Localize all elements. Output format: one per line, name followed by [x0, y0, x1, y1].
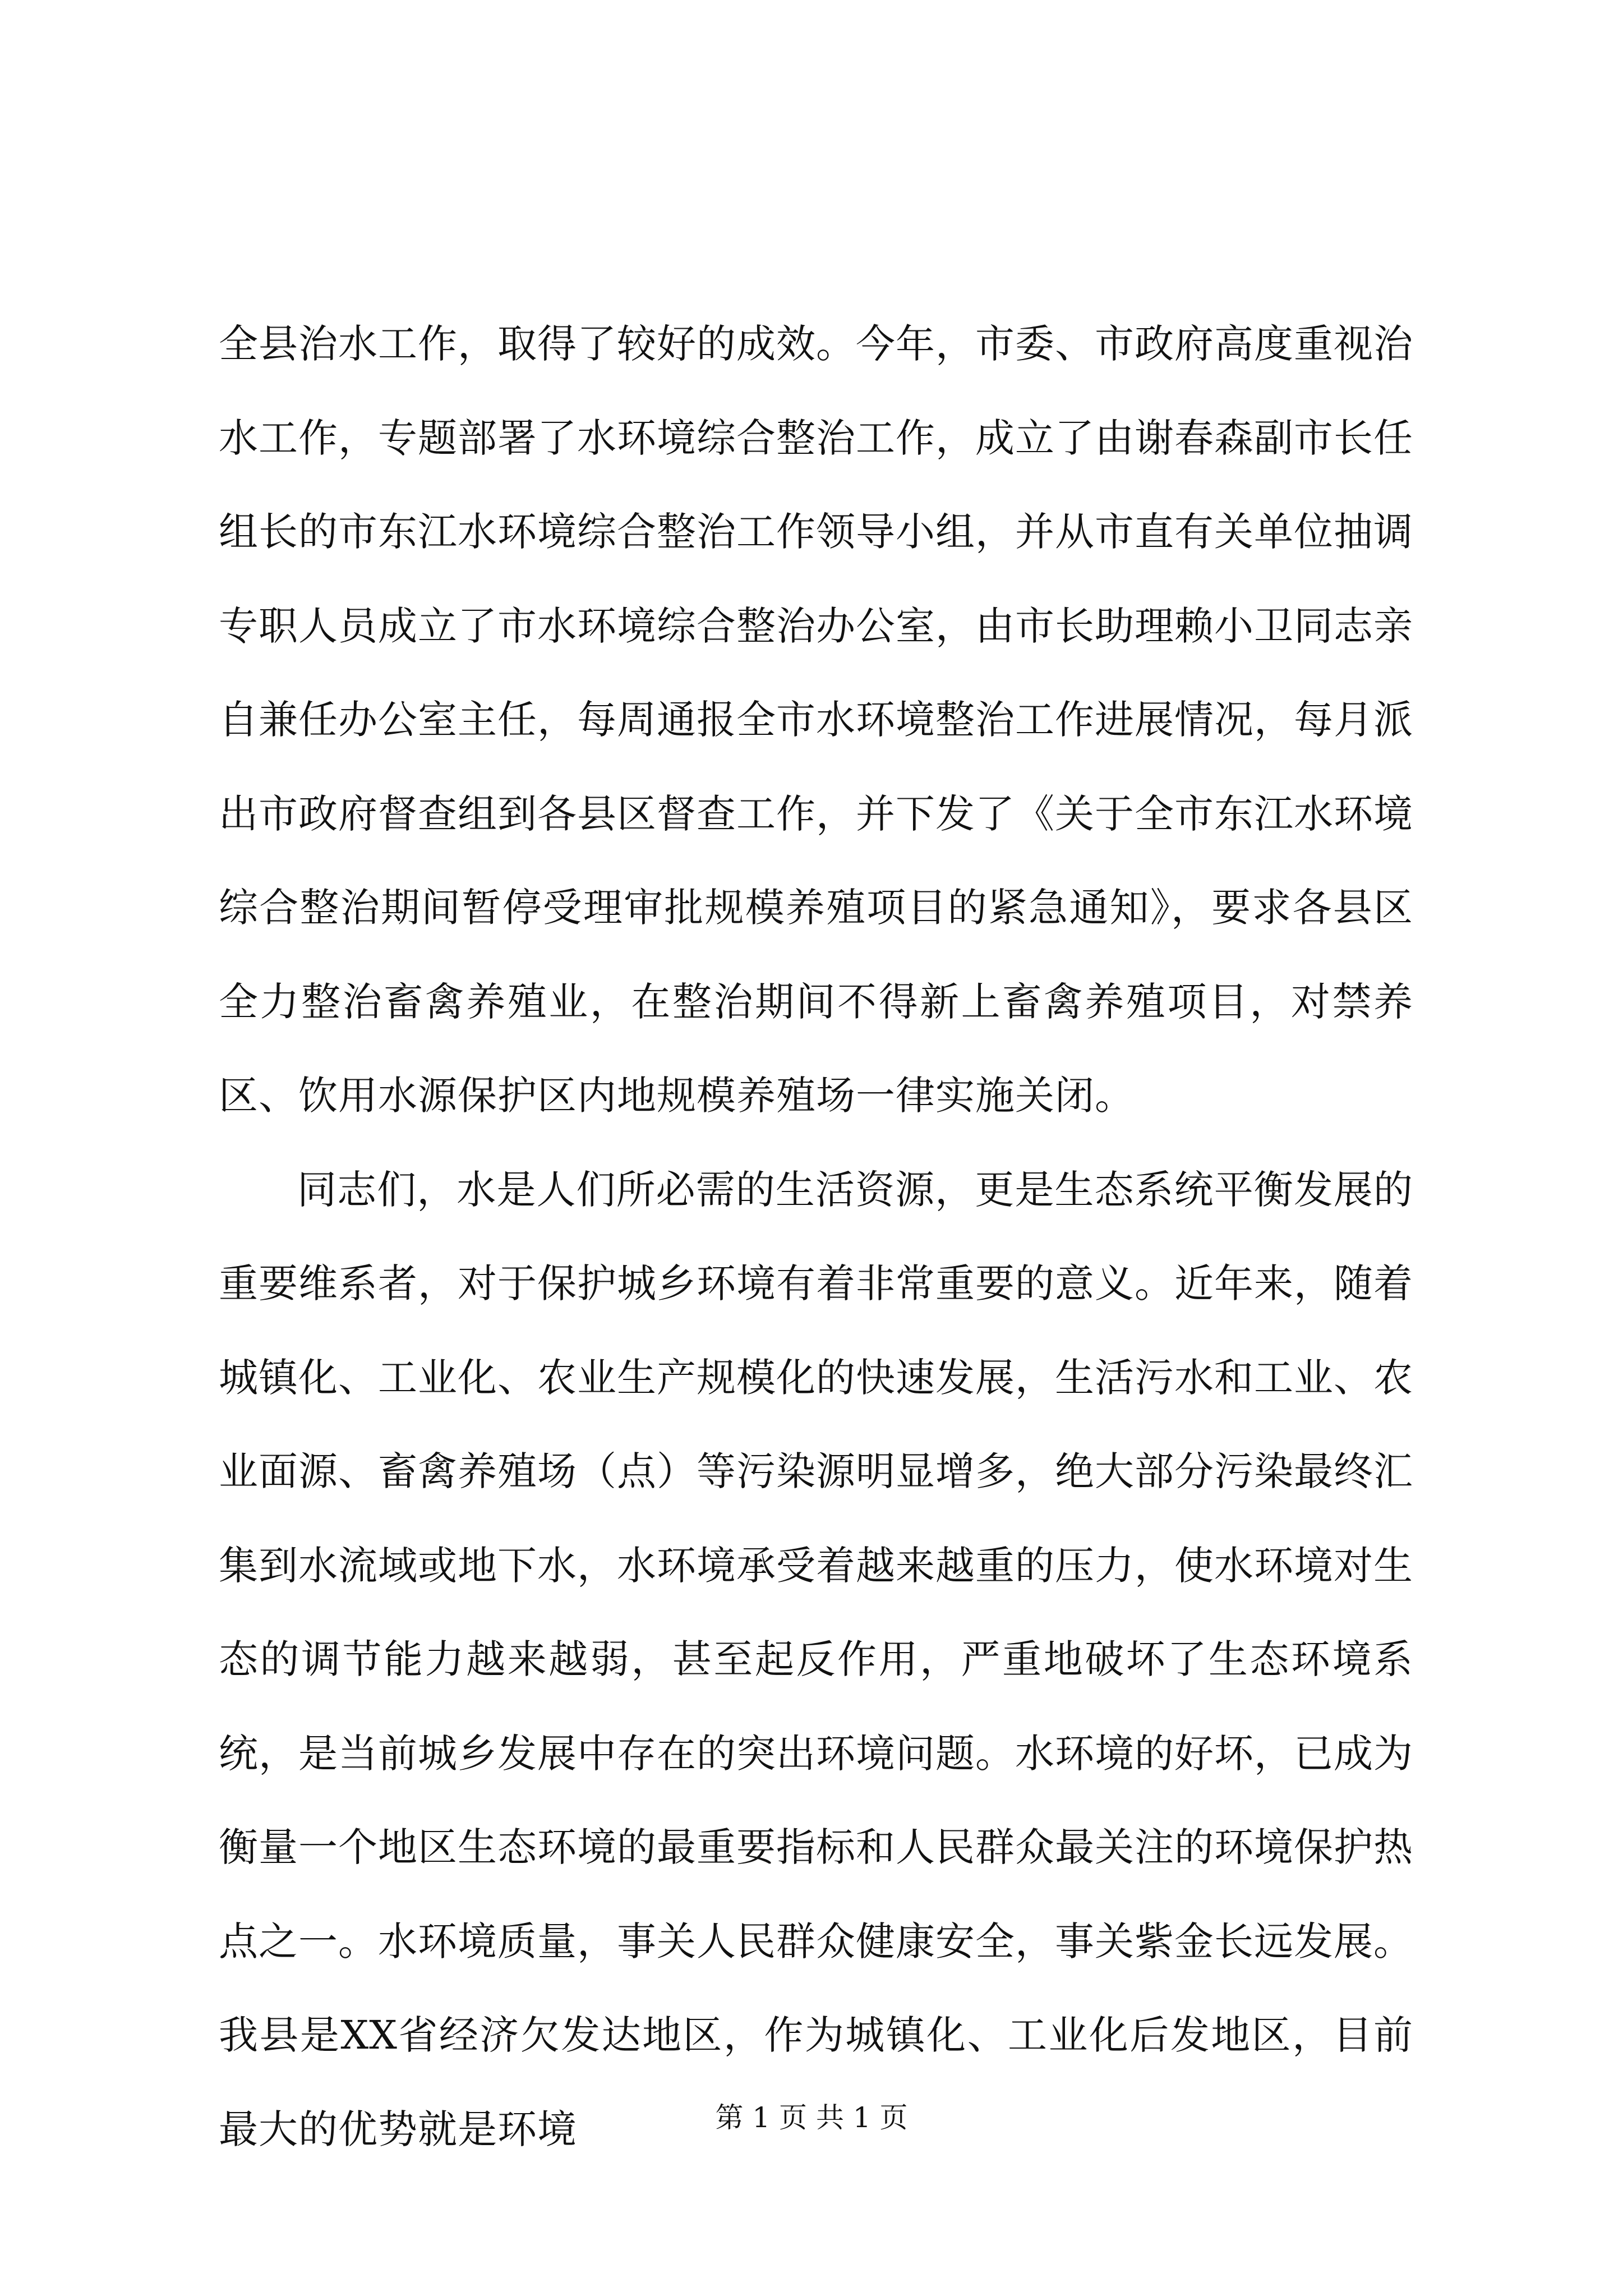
page-footer: 第 1 页 共 1 页 [715, 2101, 908, 2134]
paragraph-water-environment: 同志们，水是人们所必需的生活资源，更是生态系统平衡发展的重要维系者，对于保护城乡环境有着非常重要的意义。近年来，随着城镇化、工业化、农业生产规模化的快速发展，生活污水和工业、农业面源、畜禽养殖场（点）等污染源明显增多，绝大部分污染最终汇集到水流域或地下水，水环境承受着越来越重的压力，使水环境对生态的调节能力越来越弱，甚至起反作用，严重地破坏了生态环境系统，是当前城乡发展中存在的突出环境问题。水环境的好坏，已成为衡量一个地区生态环境的最重要指标和人民群众最关注的环境保护热点之一。水环境质量，事关人民群众健康安全，事关紫金长远发展。我县是XX省经济欠发达地区，作为城镇化、工业化后发地区，目前最大的优势就是环境 [219, 1166, 1413, 2152]
document-body [219, 297, 1413, 2177]
paragraph-continued: 全县治水工作，取得了较好的成效。今年，市委、市政府高度重视治水工作，专题部署了水环境综合整治工作，成立了由谢春森副市长任组长的市东江水环境综合整治工作领导小组，并从市直有关单位抽调专职人员成立了市水环境综合整治办公室，由市长助理赖小卫同志亲自兼任办公室主任，每周通报全市水环境整治工作进展情况，每月派出市政府督查组到各县区督查工作，并下发了《关于全市东江水环境综合整治期间暂停受理审批规模养殖项目的紧急通知》，要求各县区全力整治畜禽养殖业，在整治期间不得新上畜禽养殖项目，对禁养区、饮用水源保护区内地规模养殖场一律实施关闭。 [219, 321, 1413, 1119]
